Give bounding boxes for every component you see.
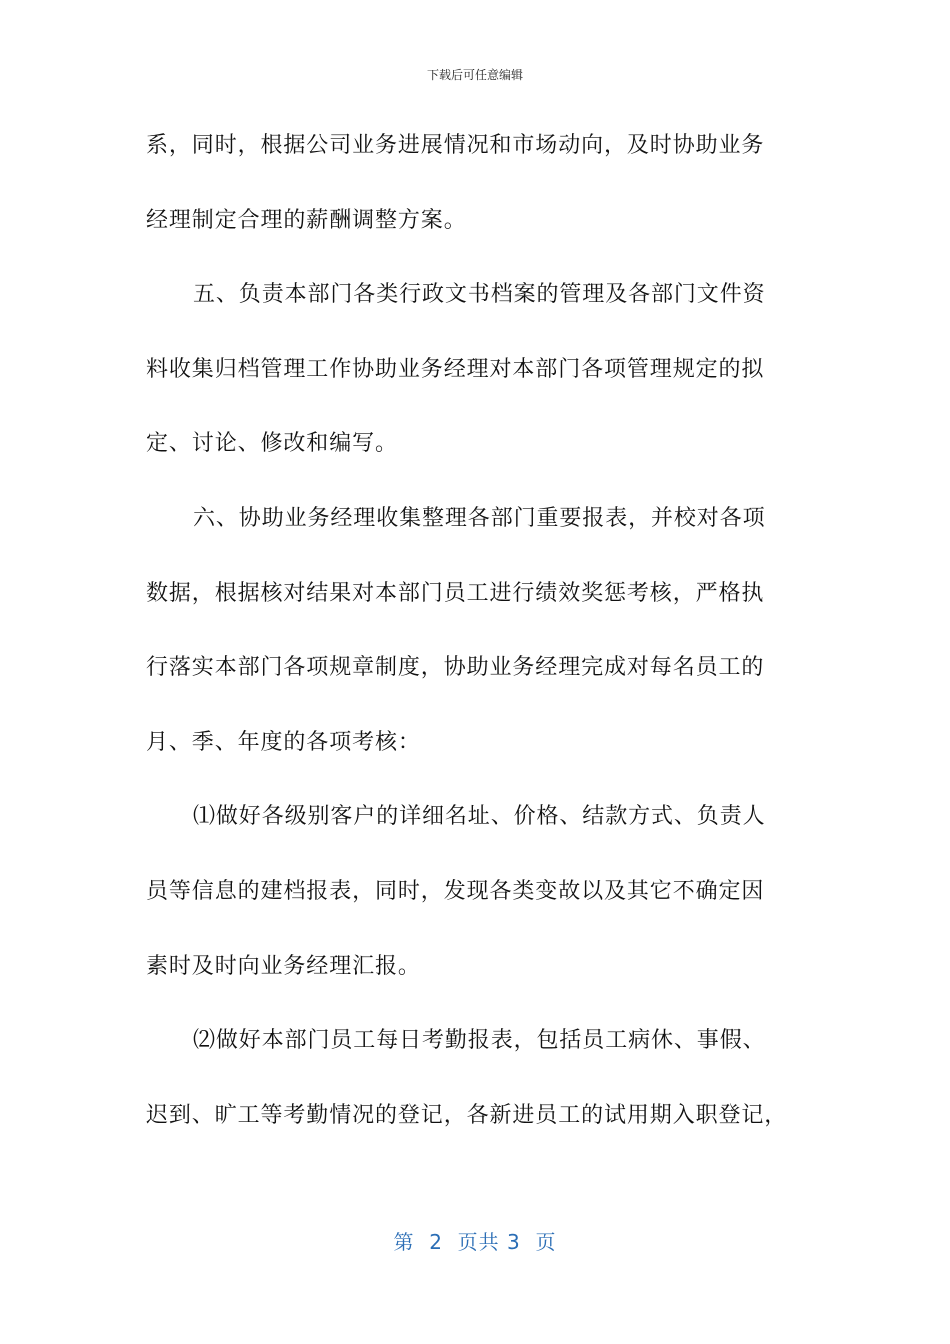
text-line: 素时及时向业务经理汇报。 <box>146 953 421 979</box>
header-note: 下载后可任意编辑 <box>426 68 523 82</box>
text-line: 员等信息的建档报表，同时，发现各类变故以及其它不确定因 <box>146 878 765 904</box>
text-line: 行落实本部门各项规章制度，协助业务经理完成对每名员工的 <box>146 655 765 681</box>
document-body <box>146 122 806 1166</box>
text-line: 月、季、年度的各项考核： <box>146 729 421 755</box>
paragraph-start-line: 六、协助业务经理收集整理各部门重要报表，并校对各项 <box>193 505 766 531</box>
text-line: 迟到、旷工等考勤情况的登记，各新进员工的试用期入职登记， <box>146 1102 788 1128</box>
paragraph-start-line: ⑵做好本部门员工每日考勤报表，包括员工病休、事假、 <box>193 1028 766 1054</box>
paragraph-start-line: ⑴做好各级别客户的详细名址、价格、结款方式、负责人 <box>193 804 766 830</box>
text-line: 定、讨论、修改和编写。 <box>146 431 398 457</box>
text-line: 料收集归档管理工作协助业务经理对本部门各项管理规定的拟 <box>146 356 765 382</box>
paragraph-start-line: 五、负责本部门各类行政文书档案的管理及各部门文件资 <box>193 282 766 308</box>
text-line: 数据，根据核对结果对本部门员工进行绩效奖惩考核，严格执 <box>146 580 765 606</box>
text-line: 经理制定合理的薪酬调整方案。 <box>146 207 467 233</box>
page-number-footer: 第 2 页共 3 页 <box>393 1230 557 1254</box>
text-line: 系，同时，根据公司业务进展情况和市场动向，及时协助业务 <box>146 133 765 158</box>
